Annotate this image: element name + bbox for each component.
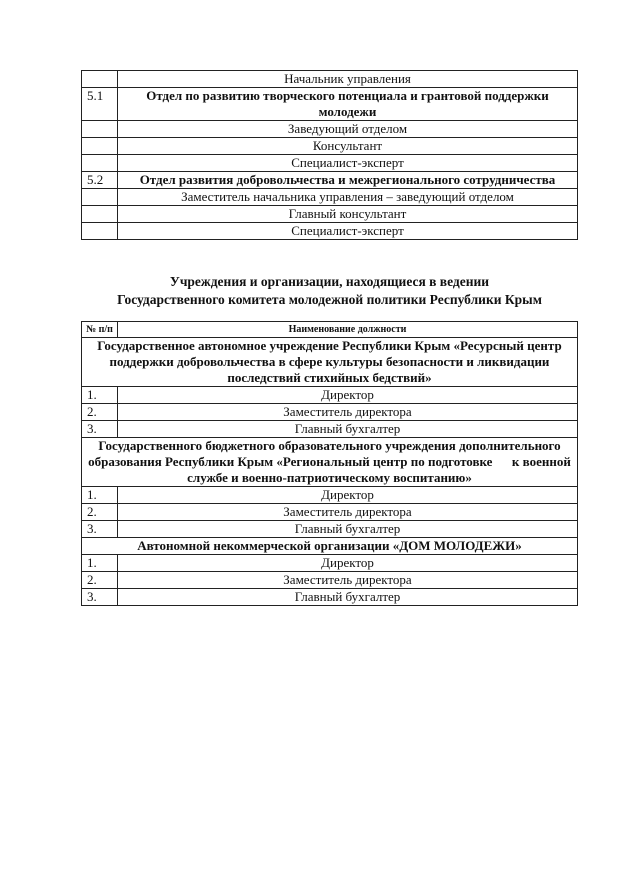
column-header-position: Наименование должности <box>118 322 578 338</box>
position-name: Заместитель директора <box>118 504 578 521</box>
table-row <box>82 155 578 172</box>
organization-row <box>82 438 578 487</box>
table-row <box>82 189 578 206</box>
row-number <box>82 206 118 223</box>
organization-title: Государственного бюджетного образовательного учреждения дополнительного образования Республики Крым «Региональный центр по подготовке к военной службе и военно-патриотическому воспитанию» <box>82 438 578 487</box>
table-row <box>82 504 578 521</box>
table-row <box>82 71 578 88</box>
organization-title: Государственное автономное учреждение Республики Крым «Ресурсный центр поддержки добровольчества в сфере культуры безопасности и ликвидации последствий стихийных бедствий» <box>82 338 578 387</box>
section-heading-line-2: Государственного комитета молодежной политики Республики Крым <box>117 292 542 307</box>
table-row <box>82 206 578 223</box>
position-name: Начальник управления <box>118 71 578 88</box>
row-number: 1. <box>82 555 118 572</box>
position-name: Консультант <box>118 138 578 155</box>
row-number: 1. <box>82 487 118 504</box>
table-row <box>82 487 578 504</box>
row-number: 3. <box>82 521 118 538</box>
position-name: Заместитель начальника управления – заведующий отделом <box>118 189 578 206</box>
position-name: Главный бухгалтер <box>118 589 578 606</box>
table-row <box>82 521 578 538</box>
position-name: Заместитель директора <box>118 572 578 589</box>
table-row <box>82 138 578 155</box>
table-row <box>82 421 578 438</box>
section-heading-line-1: Учреждения и организации, находящиеся в ведении <box>169 274 490 289</box>
table-row <box>82 121 578 138</box>
position-name: Директор <box>118 555 578 572</box>
row-number <box>82 121 118 138</box>
organization-row <box>82 538 578 555</box>
position-name: Главный бухгалтер <box>118 521 578 538</box>
position-name: Заведующий отделом <box>118 121 578 138</box>
row-number <box>82 155 118 172</box>
table-header-row <box>82 322 578 338</box>
department-number: 5.2 <box>82 172 118 189</box>
organization-row <box>82 338 578 387</box>
table-row <box>82 387 578 404</box>
department-title: Отдел по развитию творческого потенциала и грантовой поддержки молодежи <box>118 88 578 121</box>
department-number: 5.1 <box>82 88 118 121</box>
table-row <box>82 223 578 240</box>
position-name: Директор <box>118 387 578 404</box>
department-positions-table <box>81 70 578 240</box>
table-row <box>82 589 578 606</box>
row-number <box>82 223 118 240</box>
organization-title: Автономной некоммерческой организации «ДОМ МОЛОДЕЖИ» <box>82 538 578 555</box>
department-title: Отдел развития добровольчества и межрегионального сотрудничества <box>118 172 578 189</box>
position-name: Директор <box>118 487 578 504</box>
column-header-number: № п/п <box>82 322 118 338</box>
table-row <box>82 572 578 589</box>
department-row <box>82 88 578 121</box>
position-name: Заместитель директора <box>118 404 578 421</box>
table-row <box>82 404 578 421</box>
department-row <box>82 172 578 189</box>
row-number: 3. <box>82 421 118 438</box>
section-heading <box>81 273 578 309</box>
row-number: 1. <box>82 387 118 404</box>
position-name: Главный бухгалтер <box>118 421 578 438</box>
row-number <box>82 189 118 206</box>
row-number: 2. <box>82 404 118 421</box>
row-number <box>82 138 118 155</box>
table-row <box>82 555 578 572</box>
row-number: 2. <box>82 504 118 521</box>
row-number: 3. <box>82 589 118 606</box>
position-name: Специалист-эксперт <box>118 155 578 172</box>
row-number: 2. <box>82 572 118 589</box>
institutions-positions-table <box>81 321 578 606</box>
row-number <box>82 71 118 88</box>
position-name: Главный консультант <box>118 206 578 223</box>
position-name: Специалист-эксперт <box>118 223 578 240</box>
